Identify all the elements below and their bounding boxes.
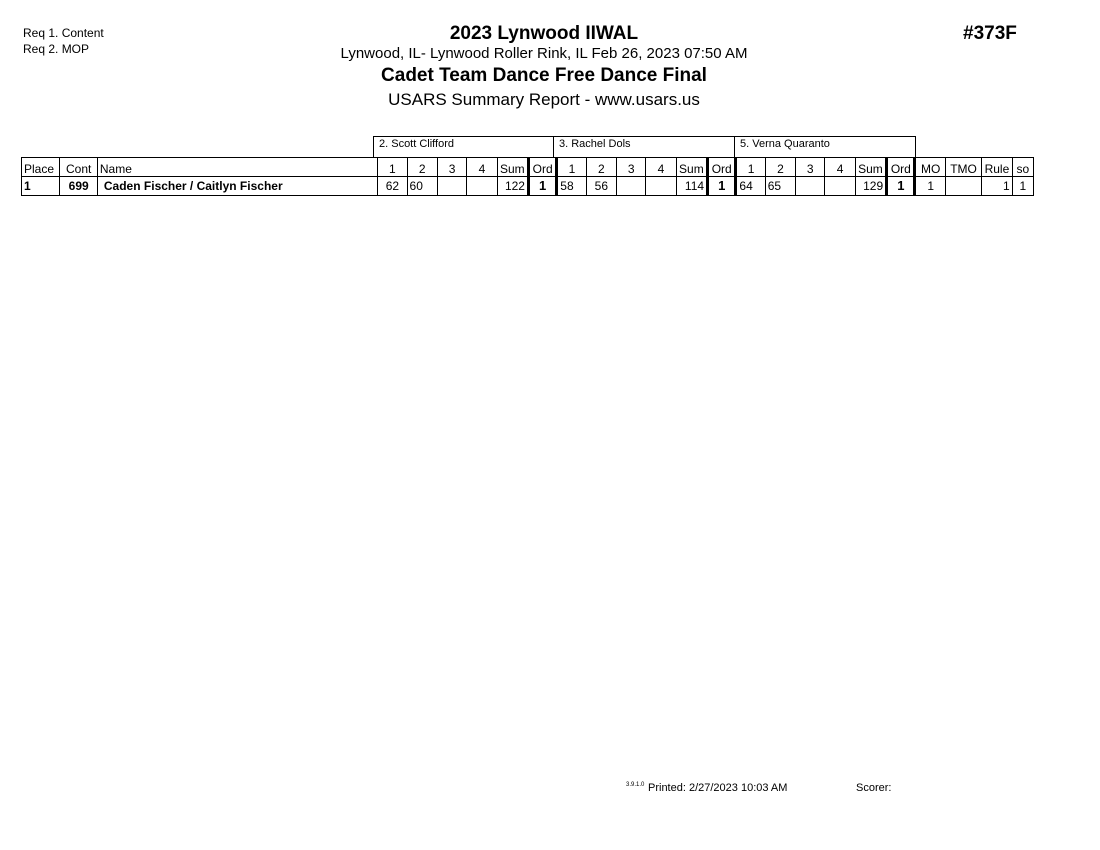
col-so: so	[1012, 158, 1033, 177]
col-tmo: TMO	[945, 158, 981, 177]
col-j1-score-2: 2	[407, 158, 437, 177]
col-j2-ord: Ord	[708, 158, 736, 177]
j2-score-4-cell	[646, 177, 676, 196]
competition-title: 2023 Lynwood IIWAL	[449, 23, 639, 44]
j1-ord-cell: 1	[528, 177, 556, 196]
col-j3-score-2: 2	[765, 158, 795, 177]
j3-score-1-cell: 64	[736, 177, 765, 196]
j3-score-2-cell: 65	[765, 177, 795, 196]
col-j2-sum: Sum	[676, 158, 707, 177]
table-row	[22, 177, 1034, 196]
j2-ord-cell: 1	[708, 177, 736, 196]
mo-cell: 1	[915, 177, 945, 196]
j1-score-1-cell: 62	[378, 177, 407, 196]
j1-score-2-cell: 60	[407, 177, 437, 196]
column-header-row	[22, 158, 1034, 177]
col-j3-ord: Ord	[887, 158, 915, 177]
col-j2-score-1: 1	[557, 158, 586, 177]
col-mo: MO	[915, 158, 945, 177]
rule-cell: 1	[982, 177, 1012, 196]
name-cell: Caden Fischer / Caitlyn Fischer	[97, 177, 377, 196]
tmo-cell	[945, 177, 981, 196]
col-j3-score-1: 1	[736, 158, 765, 177]
j2-score-1-cell: 58	[557, 177, 586, 196]
judge-header-2: 3. Rachel Dols	[553, 136, 735, 157]
j2-sum-cell: 114	[676, 177, 707, 196]
col-j1-ord: Ord	[528, 158, 556, 177]
j2-score-2-cell: 56	[586, 177, 616, 196]
j1-sum-cell: 122	[497, 177, 528, 196]
event-title: Cadet Team Dance Free Dance Final	[381, 65, 707, 86]
col-j3-score-3: 3	[796, 158, 825, 177]
col-j1-sum: Sum	[497, 158, 528, 177]
place-cell: 1	[22, 177, 60, 196]
col-j2-score-3: 3	[617, 158, 646, 177]
requirement-1: Req 1. Content	[23, 26, 104, 40]
col-rule: Rule	[982, 158, 1012, 177]
cont-cell: 699	[60, 177, 97, 196]
printed-timestamp: Printed: 2/27/2023 10:03 AM	[648, 782, 788, 794]
col-j2-score-2: 2	[586, 158, 616, 177]
software-version: 3.9.1.0	[626, 782, 645, 788]
col-j1-score-1: 1	[378, 158, 407, 177]
col-cont: Cont	[60, 158, 97, 177]
event-code: #373F	[963, 23, 1017, 44]
competition-location: Lynwood, IL- Lynwood Roller Rink, IL Feb 26, 2023 07:50 AM	[340, 45, 748, 62]
j3-sum-cell: 129	[855, 177, 886, 196]
j3-score-3-cell	[796, 177, 825, 196]
scorer-label: Scorer:	[856, 782, 892, 794]
col-j1-score-4: 4	[467, 158, 497, 177]
j1-score-4-cell	[467, 177, 497, 196]
col-j3-score-4: 4	[825, 158, 855, 177]
j2-score-3-cell	[617, 177, 646, 196]
j3-ord-cell: 1	[887, 177, 915, 196]
j1-score-3-cell	[437, 177, 466, 196]
requirement-2: Req 2. MOP	[23, 42, 90, 56]
so-cell: 1	[1012, 177, 1033, 196]
report-title: USARS Summary Report - www.usars.us	[388, 90, 700, 109]
col-j2-score-4: 4	[646, 158, 676, 177]
judge-header-1: 2. Scott Clifford	[373, 136, 554, 157]
col-j3-sum: Sum	[855, 158, 886, 177]
j3-score-4-cell	[825, 177, 855, 196]
col-name: Name	[97, 158, 377, 177]
col-place: Place	[22, 158, 60, 177]
judge-header-3: 5. Verna Quaranto	[734, 136, 916, 157]
results-table	[21, 157, 1034, 196]
col-j1-score-3: 3	[437, 158, 466, 177]
